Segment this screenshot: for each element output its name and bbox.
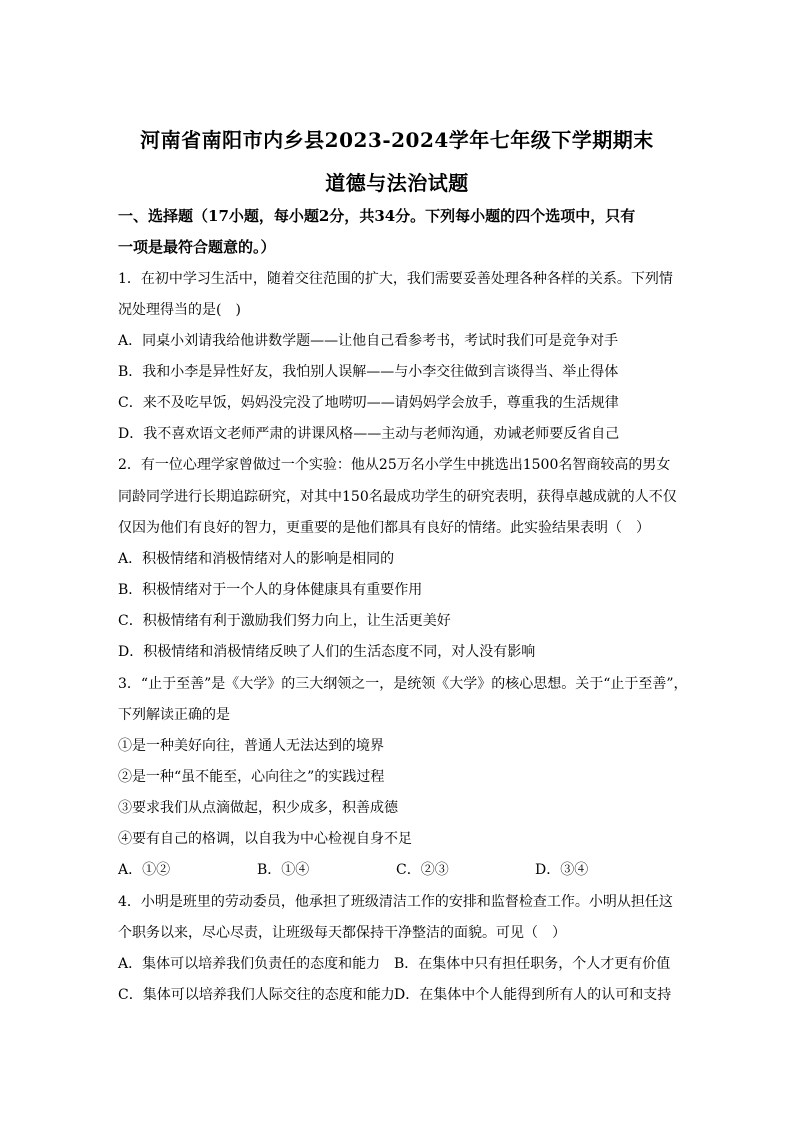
q3-statement-3: ③要求我们从点滴做起，积少成多，积善成德 [118,800,398,816]
q4-option-d: D．在集体中个人能得到所有人的认可和支持 [394,987,672,1003]
q4-option-c: C．集体可以培养我们人际交往的态度和能力 [118,987,395,1003]
q3-option-a: A．①② [118,862,171,878]
q3-options-row [118,860,678,880]
exam-subtitle: 道德与法治试题 [325,171,469,195]
q4-option-a: A．集体可以培养我们负责任的态度和能力 [118,956,381,972]
section-heading-line1: 一、选择题（17小题，每小题2分，共34分。下列每小题的四个选项中，只有 [118,207,636,225]
q2-option-c: C．积极情绪有利于激励我们努力向上，让生活更美好 [118,613,451,629]
q2-stem-line1: 2．有一位心理学家曾做过一个实验：他从25万名小学生中挑选出1500名智商较高的男女 [118,457,671,473]
q1-option-b: B．我和小李是异性好友，我怕别人误解——与小李交往做到言谈得当、举止得体 [118,364,619,380]
q3-statement-4: ④要有自己的格调，以自我为中心检视自身不足 [118,831,412,847]
q3-stem-line1: 3．“止于至善”是《大学》的三大纲领之一，是统领《大学》的核心思想。关于“止于至善”， [118,676,688,692]
q1-option-a: A．同桌小刘请我给他讲数学题——让他自己看参考书，考试时我们可是竞争对手 [118,333,619,349]
q3-option-b: B．①④ [257,862,310,878]
q2-option-b: B．积极情绪对于一个人的身体健康具有重要作用 [118,582,423,598]
q1-stem-line1: 1．在初中学习生活中，随着交往范围的扩大，我们需要妥善处理各种各样的关系。下列情 [118,271,673,287]
q4-options-row2 [118,985,678,1005]
q4-stem-line1: 4．小明是班里的劳动委员，他承担了班级清洁工作的安排和监督检查工作。小明从担任这 [118,894,673,910]
q2-option-a: A．积极情绪和消极情绪对人的影响是相同的 [118,551,395,567]
q3-statement-2: ②是一种“虽不能至，心向往之”的实践过程 [118,769,385,785]
q3-stem-line2: 下列解读正确的是 [118,707,230,723]
q3-option-c: C．②③ [396,862,449,878]
q2-stem-line2: 同龄同学进行长期追踪研究，对其中150名最成功学生的研究表明，获得卓越成就的人不仅 [118,489,677,505]
q1-stem-line2: 况处理得当的是( ) [118,302,241,318]
exam-title: 河南省南阳市内乡县2023-2024学年七年级下学期期末 [140,128,654,152]
q2-option-d: D．积极情绪和消极情绪反映了人们的生活态度不同，对人没有影响 [118,644,536,660]
q2-stem-line3: 仅因为他们有良好的智力，更重要的是他们都具有良好的情绪。此实验结果表明（ ） [118,520,650,536]
q1-option-c: C．来不及吃早饭，妈妈没完没了地唠叨——请妈妈学会放手，尊重我的生活规律 [118,395,619,411]
q3-statement-1: ①是一种美好向往，普通人无法达到的境界 [118,738,384,754]
q3-option-d: D．③④ [535,862,589,878]
section-heading-line2: 一项是最符合题意的。） [118,238,276,256]
q4-stem-line2: 个职务以来，尽心尽责，让班级每天都保持干净整洁的面貌。可见（ ） [118,925,566,941]
q1-option-d: D．我不喜欢语文老师严肃的讲课风格——主动与老师沟通，劝诫老师要反省自己 [118,426,620,442]
q4-options-row1 [118,954,678,974]
q4-option-b: B．在集体中只有担任职务，个人才更有价值 [394,956,671,972]
